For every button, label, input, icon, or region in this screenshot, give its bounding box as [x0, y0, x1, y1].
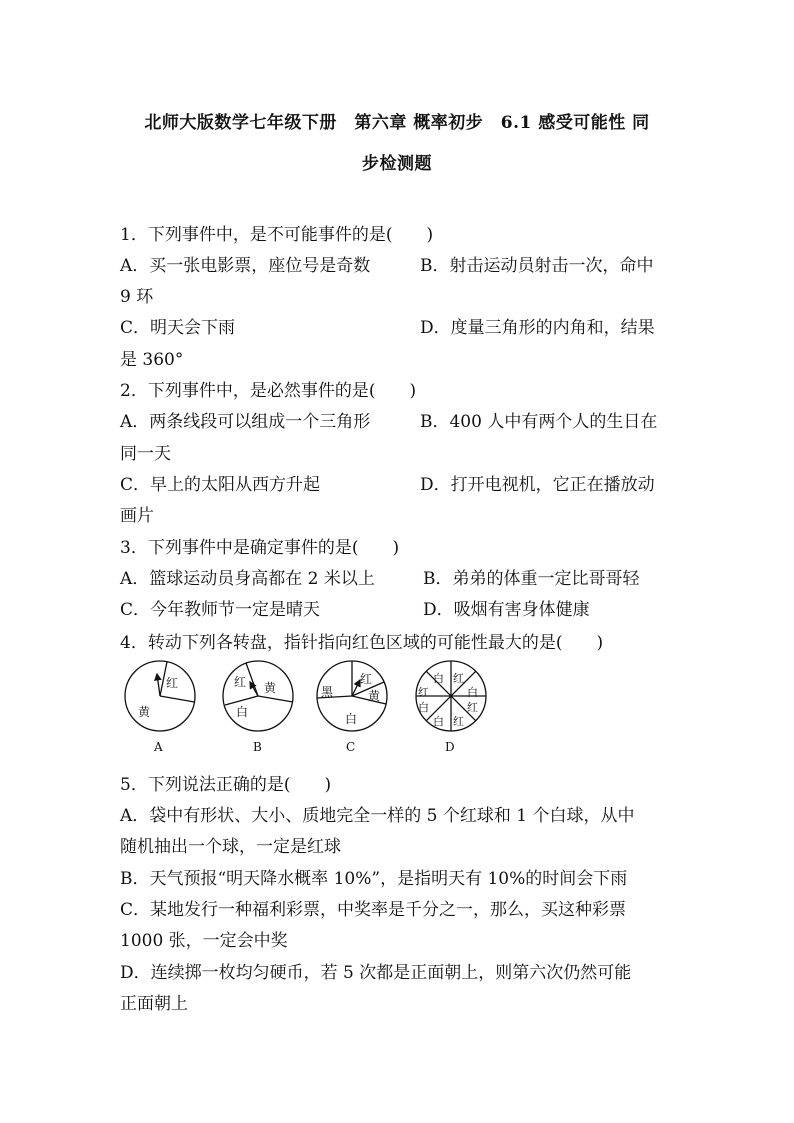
spinner-d-region-8: 红	[453, 715, 464, 728]
q1-option-b-cont: 9 环	[120, 287, 154, 307]
spinner-c-region-white: 白	[345, 712, 358, 726]
spinner-a-region-red: 红	[166, 676, 179, 690]
spinner-c-region-yellow: 黄	[368, 689, 381, 703]
spinner-a-label: A	[154, 740, 163, 754]
q5-option-d: D．连续掷一枚均匀硬币，若 5 次都是正面朝上，则第六次仍然可能	[120, 963, 632, 983]
q2-option-b-cont: 同一天	[120, 444, 171, 464]
spinner-d-region-6: 红	[467, 701, 478, 714]
q1-option-d-cont: 是 360°	[120, 350, 184, 370]
q2-stem: 2．下列事件中，是必然事件的是( )	[120, 381, 417, 401]
spinner-d-region-1: 白	[433, 672, 444, 685]
q1-option-a: A．买一张电影票，座位号是奇数	[120, 256, 371, 276]
spinner-d-region-7: 白	[433, 715, 444, 728]
q1-option-b: B．射击运动员射击一次，命中	[420, 256, 654, 276]
spinner-b	[223, 661, 293, 731]
spinner-c-region-red: 红	[360, 672, 373, 686]
q5-option-c-cont: 1000 张，一定会中奖	[120, 931, 288, 951]
spinner-a	[125, 661, 195, 731]
spinner-d-region-3: 红	[418, 686, 429, 699]
q5-option-a-cont: 随机抽出一个球，一定是红球	[120, 837, 341, 857]
q2-option-c: C．早上的太阳从西方升起	[120, 475, 321, 495]
spinner-b-region-red: 红	[234, 675, 247, 689]
q2-option-d: D．打开电视机，它正在播放动	[420, 475, 655, 495]
spinner-a-region-yellow: 黄	[138, 705, 151, 719]
q1-option-d: D．度量三角形的内角和，结果	[420, 318, 655, 338]
q5-option-d-cont: 正面朝上	[120, 994, 188, 1014]
spinner-d-region-5: 白	[418, 701, 429, 714]
q3-stem: 3．下列事件中是确定事件的是( )	[120, 538, 400, 558]
q1-stem: 1．下列事件中，是不可能事件的是( )	[120, 225, 434, 245]
spinner-figures	[110, 660, 510, 760]
q3-option-c: C．今年教师节一定是晴天	[120, 600, 321, 620]
q5-option-c: C．某地发行一种福利彩票，中奖率是千分之一，那么，买这种彩票	[120, 900, 627, 920]
q4-stem: 4．转动下列各转盘，指针指向红色区域的可能性最大的是( )	[120, 633, 604, 653]
q2-option-a: A．两条线段可以组成一个三角形	[120, 412, 371, 432]
q3-option-b: B．弟弟的体重一定比哥哥轻	[423, 569, 640, 589]
q2-option-b: B．400 人中有两个人的生日在	[420, 412, 658, 432]
spinner-d-region-2: 红	[453, 672, 464, 685]
doc-title-line2: 步检测题	[362, 154, 432, 174]
spinner-d-label: D	[445, 740, 455, 754]
q5-option-a: A．袋中有形状、大小、质地完全一样的 5 个红球和 1 个白球，从中	[120, 806, 635, 826]
spinner-b-region-white: 白	[236, 705, 249, 719]
q5-option-b: B．天气预报“明天降水概率 10%”，是指明天有 10%的时间会下雨	[120, 869, 628, 889]
q1-option-c: C．明天会下雨	[120, 318, 236, 338]
spinner-d-region-4: 白	[467, 686, 478, 699]
spinner-b-region-yellow: 黄	[264, 681, 277, 695]
spinner-c-region-black: 黑	[321, 685, 334, 699]
q3-option-d: D．吸烟有害身体健康	[423, 600, 590, 620]
q2-option-d-cont: 画片	[120, 506, 154, 526]
spinner-c-label: C	[346, 740, 356, 754]
q3-option-a: A．篮球运动员身高都在 2 米以上	[120, 569, 375, 589]
q5-stem: 5．下列说法正确的是( )	[120, 775, 332, 795]
doc-title-line1: 北师大版数学七年级下册 第六章 概率初步 6.1 感受可能性 同	[144, 113, 650, 133]
spinner-b-label: B	[253, 740, 262, 754]
